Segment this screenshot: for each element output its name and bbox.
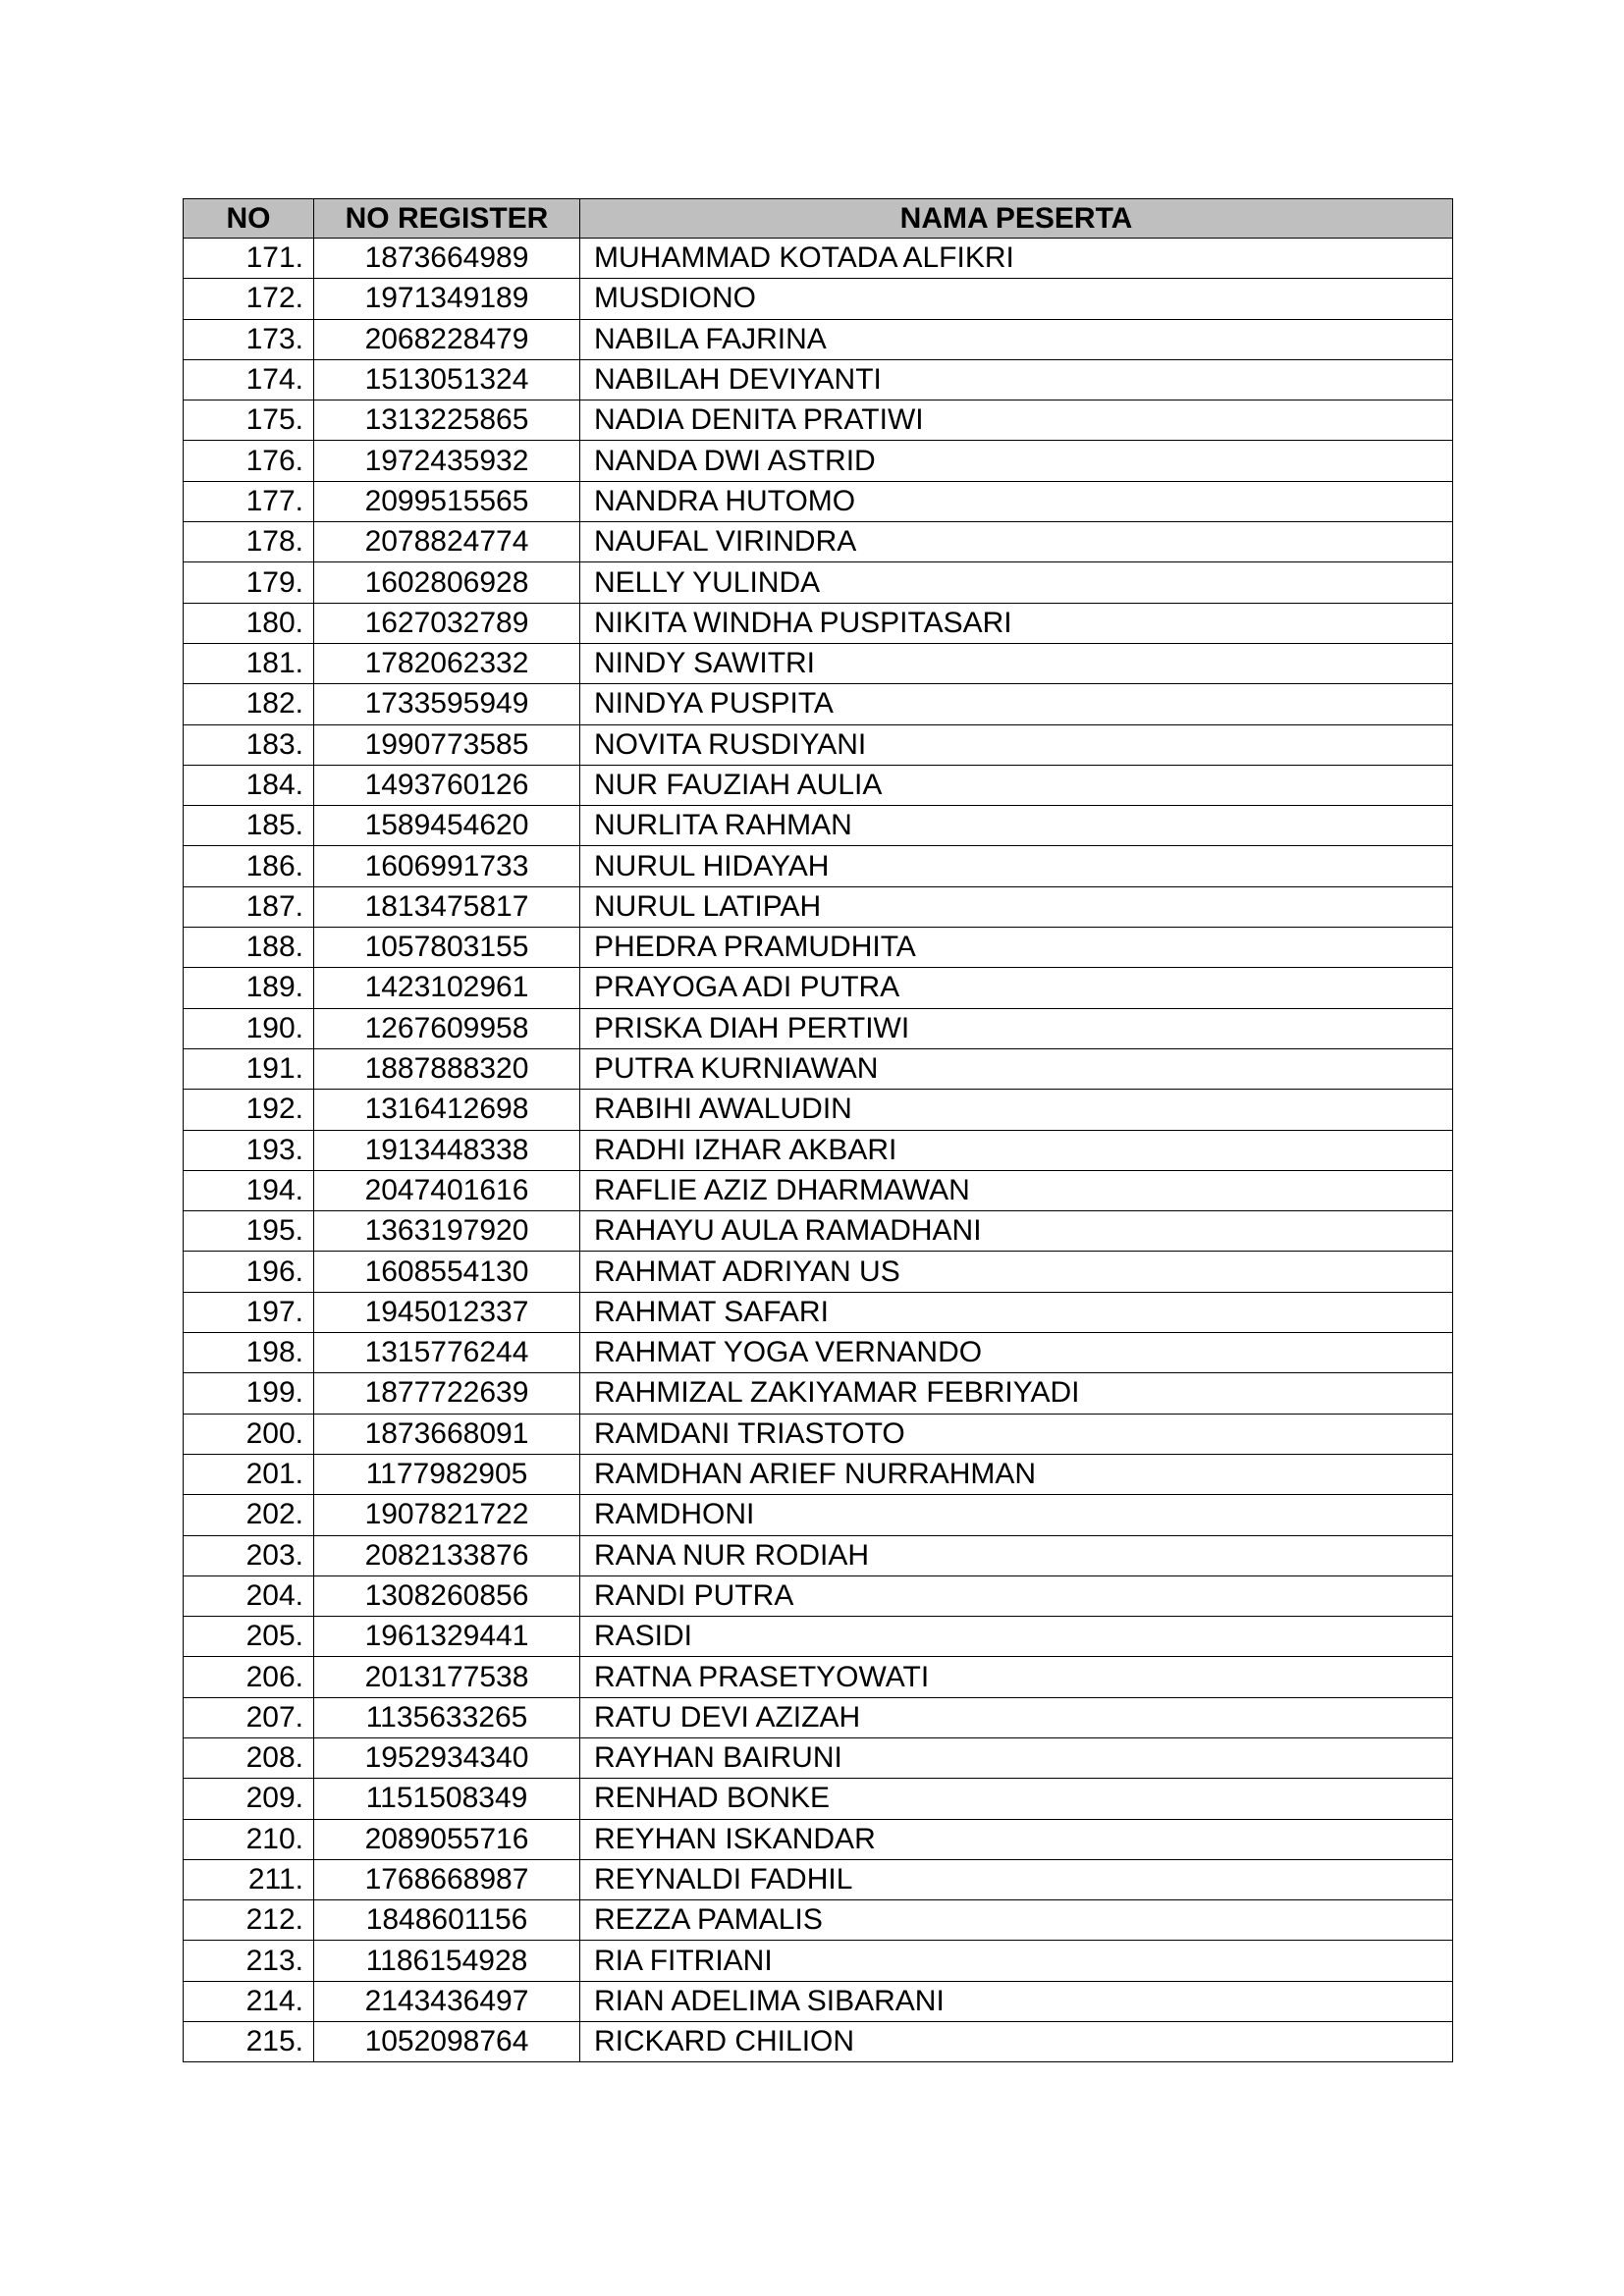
- register-number-cell: 1423102961: [314, 968, 580, 1008]
- register-number-cell: 2082133876: [314, 1535, 580, 1575]
- table-row: [184, 1900, 1453, 1941]
- register-number-cell: 1589454620: [314, 806, 580, 846]
- participant-name-cell: NANDRA HUTOMO: [580, 481, 1453, 521]
- participants-table: [183, 198, 1453, 2062]
- participant-name-cell: NUR FAUZIAH AULIA: [580, 765, 1453, 805]
- table-row: [184, 846, 1453, 886]
- table-row: [184, 1170, 1453, 1210]
- register-number-cell: 1057803155: [314, 928, 580, 968]
- participant-name-cell: RANDI PUTRA: [580, 1575, 1453, 1616]
- table-header: [184, 199, 1453, 239]
- table-row: [184, 481, 1453, 521]
- row-number-cell: 211.: [184, 1859, 314, 1899]
- participant-name-cell: PRISKA DIAH PERTIWI: [580, 1008, 1453, 1048]
- table-row: [184, 1211, 1453, 1252]
- register-number-cell: 1315776244: [314, 1333, 580, 1373]
- row-number-cell: 179.: [184, 562, 314, 603]
- participant-name-cell: RIA FITRIANI: [580, 1941, 1453, 1981]
- register-number-cell: 1606991733: [314, 846, 580, 886]
- table-row: [184, 968, 1453, 1008]
- register-number-cell: 1768668987: [314, 1859, 580, 1899]
- register-number-cell: 2047401616: [314, 1170, 580, 1210]
- register-number-cell: 1177982905: [314, 1454, 580, 1494]
- register-number-cell: 1151508349: [314, 1779, 580, 1819]
- row-number-cell: 187.: [184, 886, 314, 927]
- table-row: [184, 1130, 1453, 1170]
- participant-name-cell: NADIA DENITA PRATIWI: [580, 400, 1453, 441]
- participant-name-cell: RIAN ADELIMA SIBARANI: [580, 1981, 1453, 2021]
- participant-name-cell: NOVITA RUSDIYANI: [580, 724, 1453, 765]
- row-number-cell: 177.: [184, 481, 314, 521]
- participant-name-cell: RABIHI AWALUDIN: [580, 1090, 1453, 1130]
- table-body: [184, 239, 1453, 2062]
- participant-name-cell: NINDY SAWITRI: [580, 643, 1453, 683]
- row-number-cell: 208.: [184, 1737, 314, 1778]
- row-number-cell: 195.: [184, 1211, 314, 1252]
- row-number-cell: 184.: [184, 765, 314, 805]
- register-number-cell: 1961329441: [314, 1617, 580, 1657]
- table-row: [184, 886, 1453, 927]
- participant-name-cell: NABILAH DEVIYANTI: [580, 359, 1453, 400]
- participant-name-cell: RAFLIE AZIZ DHARMAWAN: [580, 1170, 1453, 1210]
- participant-name-cell: RAMDANI TRIASTOTO: [580, 1414, 1453, 1454]
- table-row: [184, 1048, 1453, 1089]
- table-row: [184, 1252, 1453, 1292]
- row-number-cell: 214.: [184, 1981, 314, 2021]
- participant-name-cell: NABILA FAJRINA: [580, 319, 1453, 359]
- table-row: [184, 239, 1453, 279]
- column-header-no: NO: [184, 199, 314, 239]
- register-number-cell: 1782062332: [314, 643, 580, 683]
- row-number-cell: 194.: [184, 1170, 314, 1210]
- row-number-cell: 197.: [184, 1292, 314, 1332]
- register-number-cell: 1990773585: [314, 724, 580, 765]
- row-number-cell: 210.: [184, 1819, 314, 1859]
- register-number-cell: 1308260856: [314, 1575, 580, 1616]
- row-number-cell: 176.: [184, 441, 314, 481]
- table-row: [184, 1859, 1453, 1899]
- table-row: [184, 441, 1453, 481]
- table-row: [184, 522, 1453, 562]
- row-number-cell: 207.: [184, 1697, 314, 1737]
- row-number-cell: 189.: [184, 968, 314, 1008]
- row-number-cell: 178.: [184, 522, 314, 562]
- participant-name-cell: RAMDHONI: [580, 1495, 1453, 1535]
- row-number-cell: 213.: [184, 1941, 314, 1981]
- register-number-cell: 1602806928: [314, 562, 580, 603]
- table-row: [184, 724, 1453, 765]
- row-number-cell: 196.: [184, 1252, 314, 1292]
- row-number-cell: 185.: [184, 806, 314, 846]
- register-number-cell: 1873664989: [314, 239, 580, 279]
- table-row: [184, 1657, 1453, 1697]
- participant-name-cell: RASIDI: [580, 1617, 1453, 1657]
- participant-name-cell: REZZA PAMALIS: [580, 1900, 1453, 1941]
- row-number-cell: 174.: [184, 359, 314, 400]
- register-number-cell: 2099515565: [314, 481, 580, 521]
- row-number-cell: 203.: [184, 1535, 314, 1575]
- table-row: [184, 2022, 1453, 2062]
- register-number-cell: 1316412698: [314, 1090, 580, 1130]
- table-row: [184, 643, 1453, 683]
- row-number-cell: 181.: [184, 643, 314, 683]
- table-row: [184, 684, 1453, 724]
- participant-name-cell: NANDA DWI ASTRID: [580, 441, 1453, 481]
- register-number-cell: 1887888320: [314, 1048, 580, 1089]
- participant-name-cell: PUTRA KURNIAWAN: [580, 1048, 1453, 1089]
- participant-name-cell: RENHAD BONKE: [580, 1779, 1453, 1819]
- column-header-register: NO REGISTER: [314, 199, 580, 239]
- row-number-cell: 206.: [184, 1657, 314, 1697]
- table-row: [184, 359, 1453, 400]
- register-number-cell: 1135633265: [314, 1697, 580, 1737]
- table-row: [184, 1941, 1453, 1981]
- table-row: [184, 279, 1453, 319]
- table-row: [184, 1697, 1453, 1737]
- row-number-cell: 190.: [184, 1008, 314, 1048]
- row-number-cell: 182.: [184, 684, 314, 724]
- register-number-cell: 1848601156: [314, 1900, 580, 1941]
- register-number-cell: 1627032789: [314, 603, 580, 643]
- participant-name-cell: RAHMAT ADRIYAN US: [580, 1252, 1453, 1292]
- register-number-cell: 1972435932: [314, 441, 580, 481]
- participant-name-cell: NAUFAL VIRINDRA: [580, 522, 1453, 562]
- row-number-cell: 198.: [184, 1333, 314, 1373]
- row-number-cell: 183.: [184, 724, 314, 765]
- row-number-cell: 199.: [184, 1373, 314, 1414]
- register-number-cell: 1186154928: [314, 1941, 580, 1981]
- row-number-cell: 193.: [184, 1130, 314, 1170]
- table-row: [184, 603, 1453, 643]
- register-number-cell: 1952934340: [314, 1737, 580, 1778]
- row-number-cell: 215.: [184, 2022, 314, 2062]
- participant-name-cell: REYNALDI FADHIL: [580, 1859, 1453, 1899]
- table-row: [184, 1981, 1453, 2021]
- table-row: [184, 1454, 1453, 1494]
- participant-name-cell: NURUL HIDAYAH: [580, 846, 1453, 886]
- register-number-cell: 1971349189: [314, 279, 580, 319]
- participant-name-cell: PHEDRA PRAMUDHITA: [580, 928, 1453, 968]
- column-header-name: NAMA PESERTA: [580, 199, 1453, 239]
- table-row: [184, 928, 1453, 968]
- row-number-cell: 186.: [184, 846, 314, 886]
- register-number-cell: 1363197920: [314, 1211, 580, 1252]
- participant-name-cell: MUSDIONO: [580, 279, 1453, 319]
- register-number-cell: 1052098764: [314, 2022, 580, 2062]
- row-number-cell: 173.: [184, 319, 314, 359]
- table-row: [184, 1373, 1453, 1414]
- register-number-cell: 2013177538: [314, 1657, 580, 1697]
- register-number-cell: 1267609958: [314, 1008, 580, 1048]
- participant-name-cell: RATNA PRASETYOWATI: [580, 1657, 1453, 1697]
- participant-name-cell: MUHAMMAD KOTADA ALFIKRI: [580, 239, 1453, 279]
- table-row: [184, 1292, 1453, 1332]
- register-number-cell: 1513051324: [314, 359, 580, 400]
- row-number-cell: 209.: [184, 1779, 314, 1819]
- row-number-cell: 191.: [184, 1048, 314, 1089]
- participant-name-cell: NURLITA RAHMAN: [580, 806, 1453, 846]
- participant-name-cell: RADHI IZHAR AKBARI: [580, 1130, 1453, 1170]
- register-number-cell: 1493760126: [314, 765, 580, 805]
- register-number-cell: 1913448338: [314, 1130, 580, 1170]
- table-row: [184, 1779, 1453, 1819]
- register-number-cell: 1945012337: [314, 1292, 580, 1332]
- participant-name-cell: NURUL LATIPAH: [580, 886, 1453, 927]
- register-number-cell: 1733595949: [314, 684, 580, 724]
- participant-name-cell: REYHAN ISKANDAR: [580, 1819, 1453, 1859]
- participant-name-cell: PRAYOGA ADI PUTRA: [580, 968, 1453, 1008]
- table-row: [184, 765, 1453, 805]
- participant-name-cell: RAHMAT YOGA VERNANDO: [580, 1333, 1453, 1373]
- participant-name-cell: RICKARD CHILION: [580, 2022, 1453, 2062]
- register-number-cell: 1608554130: [314, 1252, 580, 1292]
- row-number-cell: 171.: [184, 239, 314, 279]
- table-row: [184, 806, 1453, 846]
- row-number-cell: 175.: [184, 400, 314, 441]
- register-number-cell: 1877722639: [314, 1373, 580, 1414]
- row-number-cell: 201.: [184, 1454, 314, 1494]
- register-number-cell: 1313225865: [314, 400, 580, 441]
- participant-name-cell: RAHMIZAL ZAKIYAMAR FEBRIYADI: [580, 1373, 1453, 1414]
- row-number-cell: 205.: [184, 1617, 314, 1657]
- table-row: [184, 1617, 1453, 1657]
- register-number-cell: 2078824774: [314, 522, 580, 562]
- table-row: [184, 1414, 1453, 1454]
- register-number-cell: 2089055716: [314, 1819, 580, 1859]
- row-number-cell: 202.: [184, 1495, 314, 1535]
- table-row: [184, 1008, 1453, 1048]
- table-row: [184, 1535, 1453, 1575]
- row-number-cell: 212.: [184, 1900, 314, 1941]
- register-number-cell: 2068228479: [314, 319, 580, 359]
- table-row: [184, 1819, 1453, 1859]
- header-row: [184, 199, 1453, 239]
- participant-name-cell: RAHAYU AULA RAMADHANI: [580, 1211, 1453, 1252]
- table-row: [184, 1575, 1453, 1616]
- table-row: [184, 1090, 1453, 1130]
- row-number-cell: 204.: [184, 1575, 314, 1616]
- register-number-cell: 1813475817: [314, 886, 580, 927]
- register-number-cell: 2143436497: [314, 1981, 580, 2021]
- table-row: [184, 1495, 1453, 1535]
- participant-name-cell: NIKITA WINDHA PUSPITASARI: [580, 603, 1453, 643]
- table-row: [184, 562, 1453, 603]
- row-number-cell: 188.: [184, 928, 314, 968]
- row-number-cell: 200.: [184, 1414, 314, 1454]
- participant-name-cell: RANA NUR RODIAH: [580, 1535, 1453, 1575]
- participant-name-cell: RAMDHAN ARIEF NURRAHMAN: [580, 1454, 1453, 1494]
- row-number-cell: 180.: [184, 603, 314, 643]
- participant-name-cell: RATU DEVI AZIZAH: [580, 1697, 1453, 1737]
- register-number-cell: 1907821722: [314, 1495, 580, 1535]
- row-number-cell: 172.: [184, 279, 314, 319]
- participant-name-cell: NINDYA PUSPITA: [580, 684, 1453, 724]
- table-row: [184, 400, 1453, 441]
- participant-name-cell: NELLY YULINDA: [580, 562, 1453, 603]
- participant-name-cell: RAYHAN BAIRUNI: [580, 1737, 1453, 1778]
- table-row: [184, 1333, 1453, 1373]
- table-row: [184, 319, 1453, 359]
- participant-name-cell: RAHMAT SAFARI: [580, 1292, 1453, 1332]
- row-number-cell: 192.: [184, 1090, 314, 1130]
- register-number-cell: 1873668091: [314, 1414, 580, 1454]
- table-row: [184, 1737, 1453, 1778]
